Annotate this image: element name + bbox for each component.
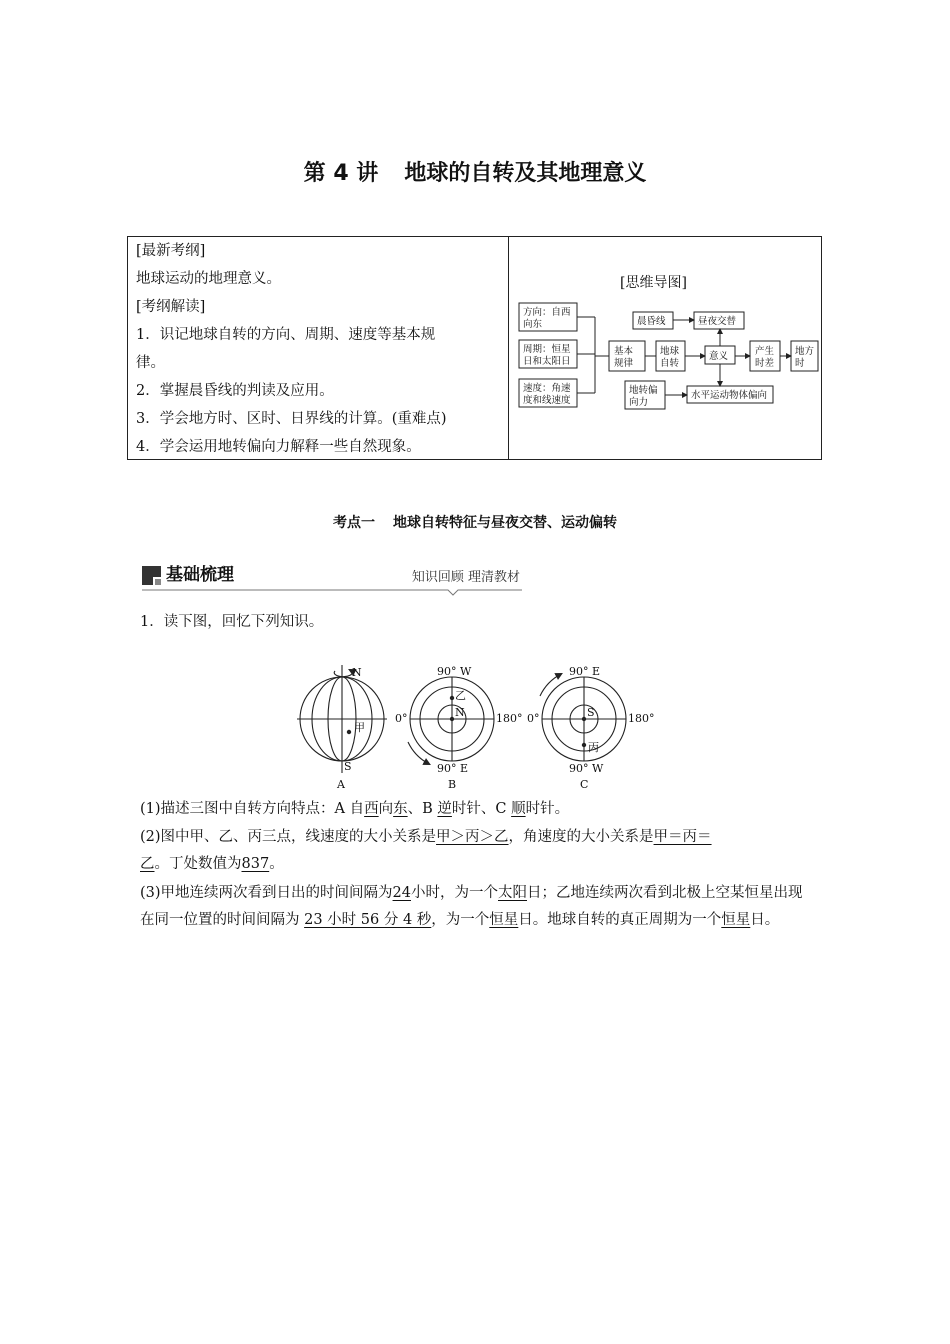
- point-bing: [582, 743, 586, 747]
- label-b-bottom: 90° E: [437, 762, 469, 775]
- page-title: [0, 156, 950, 187]
- label-c-right: 180°: [628, 712, 655, 725]
- label-localtime-2: 时: [795, 358, 805, 369]
- label-daynight: 昼夜交替: [698, 316, 737, 327]
- label-period-1: 周期：恒星: [523, 344, 571, 355]
- label-terminator: 晨昏线: [637, 316, 666, 327]
- label-a-north: N: [352, 666, 362, 679]
- text: 日。: [750, 912, 780, 928]
- label-meaning: 意义: [709, 351, 729, 362]
- lecture-number: 第 4 讲: [303, 161, 379, 186]
- section-title: [0, 512, 950, 532]
- syllabus-line: [最新考纲]: [136, 243, 206, 259]
- syllabus-line: 4．学会运用地转偏向力解释一些自然现象。: [136, 439, 421, 455]
- answer-blank: 乙: [140, 856, 155, 872]
- answer-blank: 837: [241, 856, 270, 872]
- label-b-top: 90° W: [437, 665, 472, 678]
- syllabus-line: 3．学会地方时、区时、日界线的计算。(重难点): [136, 411, 447, 427]
- text: ，角速度的大小关系是: [508, 829, 654, 845]
- answer-blank: 太阳: [498, 885, 527, 901]
- question-1: 1．读下图，回忆下列知识。: [140, 614, 324, 630]
- answer-blank: 甲＝丙＝: [653, 829, 712, 845]
- text: (1)描述三图中自转方向特点：A 自: [140, 801, 365, 817]
- label-direction-1: 方向：自西: [523, 307, 571, 318]
- label-coriolis-2: 向力: [629, 397, 649, 408]
- answer-paragraph-3: [140, 880, 812, 934]
- text: ，为一个: [431, 912, 490, 928]
- answer-blank: 顺: [511, 801, 526, 817]
- caption-b: B: [448, 778, 457, 791]
- answer-blank: 东: [393, 801, 408, 817]
- label-yi: 乙: [455, 689, 466, 702]
- label-jia: 甲: [354, 721, 365, 734]
- text: 小时，为一个: [411, 885, 498, 901]
- answer-blank: 西: [364, 801, 379, 817]
- point-south-pole: [582, 717, 586, 721]
- label-b-pole: N: [455, 706, 465, 719]
- label-timediff-2: 时差: [755, 358, 775, 369]
- basics-band: [142, 562, 522, 592]
- point-yi: [450, 696, 454, 700]
- label-rotation-2: 自转: [660, 358, 680, 369]
- rotation-figure: [297, 662, 657, 792]
- label-c-bottom: 90° W: [569, 762, 604, 775]
- answer-paragraph-2: [140, 824, 812, 878]
- mindmap-title: [思维导图]: [620, 275, 687, 291]
- label-c-top: 90° E: [569, 665, 601, 678]
- answer-blank: 24: [392, 885, 411, 901]
- answer-paragraph-1: [140, 796, 812, 823]
- label-speed-2: 度和线速度: [523, 395, 571, 406]
- label-localtime-1: 地方: [795, 346, 815, 357]
- text: 时针、C: [451, 801, 512, 817]
- box-divider: [508, 237, 509, 459]
- answer-blank: 恒星: [489, 912, 519, 928]
- mindmap-diagram: [517, 300, 819, 412]
- answer-blank: 23 小时 56 分 4 秒: [304, 912, 432, 928]
- label-rules-1: 基本: [614, 346, 634, 357]
- label-rotation-1: 地球: [660, 346, 680, 357]
- text: 日。地球自转的真正周期为一个: [518, 912, 722, 928]
- label-rules-2: 规律: [614, 358, 634, 369]
- point-jia: [347, 730, 351, 734]
- section-text: 地球自转特征与昼夜交替、运动偏转: [393, 515, 617, 531]
- text: 。丁处数值为: [154, 856, 242, 872]
- label-c-left: 0°: [527, 712, 540, 725]
- band-subtitle: 知识回顾 理清教材: [411, 570, 520, 585]
- globe-a: [297, 665, 387, 773]
- text: 、B: [407, 801, 438, 817]
- label-b-left: 0°: [395, 712, 408, 725]
- caption-c: C: [580, 778, 589, 791]
- label-speed-1: 速度：角速: [523, 383, 571, 394]
- label-c-pole: S: [587, 706, 595, 719]
- band-rule: [142, 589, 522, 597]
- section-square-icon: [142, 566, 161, 585]
- section-label: 考点一: [333, 515, 375, 531]
- syllabus-line: 地球运动的地理意义。: [136, 271, 281, 287]
- text: 时针。: [525, 801, 570, 817]
- label-bing: 丙: [588, 741, 599, 754]
- label-direction-2: 向东: [523, 319, 543, 330]
- syllabus-column: [136, 237, 504, 461]
- lecture-topic: 地球的自转及其地理意义: [404, 161, 647, 186]
- label-b-right: 180°: [496, 712, 523, 725]
- syllabus-line: 律。: [136, 355, 165, 371]
- label-a-south: S: [344, 760, 352, 773]
- point-north-pole: [450, 717, 454, 721]
- text: 向: [378, 801, 394, 817]
- text: 日；乙地连续两次看到北极上空某恒星出现在同一位置的时间间隔为: [140, 885, 803, 928]
- answer-blank: 恒星: [721, 912, 751, 928]
- answer-blank: 甲＞丙＞乙: [436, 829, 509, 845]
- syllabus-line: 2．掌握晨昏线的判读及应用。: [136, 383, 334, 399]
- band-title: 基础梳理: [166, 565, 234, 585]
- label-period-2: 日和太阳日: [523, 356, 571, 367]
- label-deflection: 水平运动物体偏向: [691, 390, 768, 401]
- caption-a: A: [337, 778, 345, 791]
- label-timediff-1: 产生: [755, 346, 775, 357]
- syllabus-line: [考纲解读]: [136, 299, 206, 315]
- text: 。: [269, 856, 284, 872]
- answer-blank: 逆: [437, 801, 452, 817]
- text: (2)图中甲、乙、丙三点，线速度的大小关系是: [140, 829, 437, 845]
- syllabus-line: 1．识记地球自转的方向、周期、速度等基本规: [136, 327, 436, 343]
- label-coriolis-1: 地转偏: [629, 385, 658, 396]
- text: (3)甲地连续两次看到日出的时间间隔为: [140, 885, 393, 901]
